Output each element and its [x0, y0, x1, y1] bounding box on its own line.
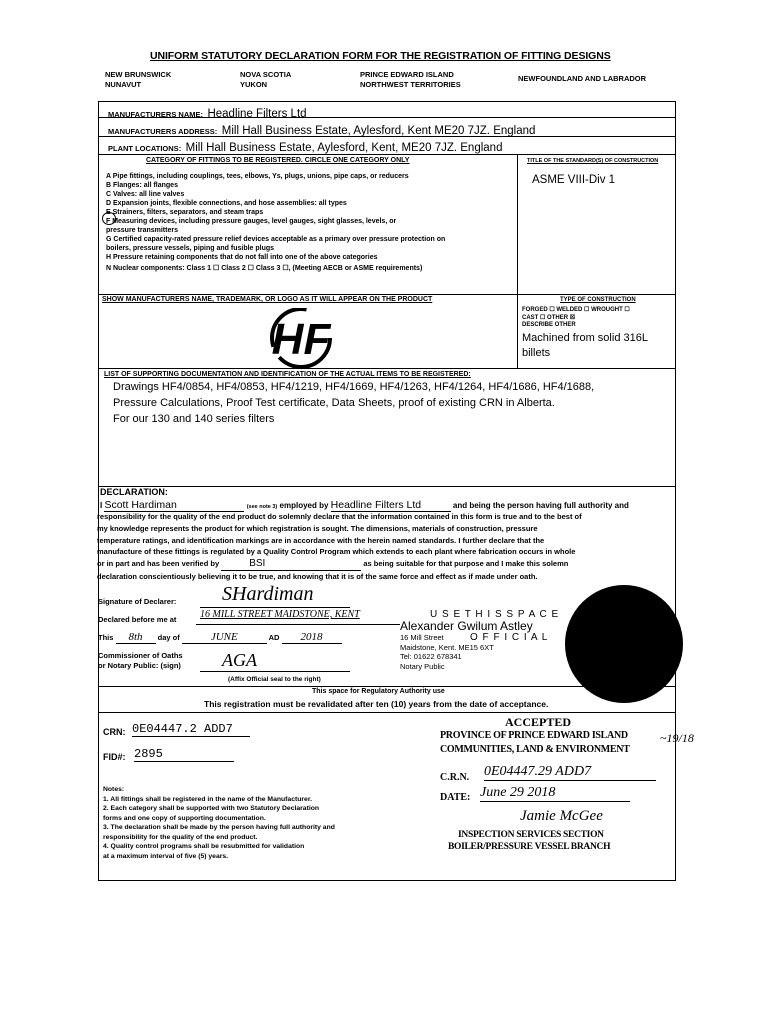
- documentation-line: For our 130 and 140 series filters: [113, 413, 275, 425]
- category-list: [106, 172, 445, 273]
- notary-address-line: Tel: 01622 678341: [400, 652, 462, 661]
- official: O F F I C I A L: [470, 632, 549, 643]
- category-item: H Pressure retaining components that do not fall into one of the above categories: [106, 254, 378, 261]
- stamp-department: COMMUNITIES, LAND & ENVIRONMENT: [440, 744, 630, 755]
- notary-address: [400, 633, 494, 671]
- province: YUKON: [240, 79, 268, 89]
- category-item: B Flanges: all flanges: [106, 182, 178, 189]
- construction-options: [522, 307, 630, 330]
- province-col-4: [518, 74, 646, 84]
- category-e-circle-mark: [102, 212, 116, 225]
- notary-address-line: Maidstone, Kent. ME15 6XT: [400, 642, 494, 652]
- declaration-text: manufacture of these fittings is regulated by a Quality Control Program which extends to each plant where fabrication occurs in whole: [97, 547, 576, 557]
- commissioner-signature: AGA: [222, 650, 257, 670]
- documentation-line: Drawings HF4/0854, HF4/0853, HF4/1219, HF4/1669, HF4/1263, HF4/1264, HF4/1686, HF4/1688,: [113, 381, 595, 393]
- stamp-crn-value: 0E04447.29 ADD7: [484, 764, 656, 781]
- notary-address-line: Notary Public: [400, 661, 445, 671]
- manufacturer-name-value: Headline Filters Ltd: [207, 108, 307, 120]
- month-value: JUNE: [182, 633, 267, 644]
- plant-location-value: Mill Hall Business Estate, Aylesford, Kent, ME20 7JZ. England: [185, 142, 503, 154]
- note-item: responsibility for the quality of the end product.: [103, 833, 258, 841]
- year-value: 2018: [282, 633, 342, 644]
- notary-name: Alexander Gwilum Astley: [400, 619, 533, 633]
- standard-value: ASME VIII-Div 1: [532, 174, 616, 186]
- category-heading: CATEGORY OF FITTINGS TO BE REGISTERED. CIRCLE ONE CATEGORY ONLY: [146, 157, 410, 164]
- standard-heading: TITLE OF THE STANDARD(S) OF CONSTRUCTION: [527, 158, 659, 164]
- manufacturer-name-row: [108, 104, 307, 122]
- construction-heading: TYPE OF CONSTRUCTION: [560, 297, 636, 303]
- employed-by-label: employed by: [279, 501, 329, 510]
- declaration-i: I: [100, 501, 103, 510]
- category-item: boilers, pressure vessels, piping and fusible plugs: [106, 245, 275, 252]
- province-col-3: [360, 70, 461, 89]
- province: NOVA SCOTIA: [240, 70, 292, 79]
- crn-label: CRN:: [103, 727, 126, 737]
- category-item: D Expansion joints, flexible connections, and hose assemblies: all types: [106, 200, 347, 207]
- note-item: at a maximum interval of five (5) years.: [103, 852, 229, 860]
- signature-label: Signature of Declarer:: [98, 597, 177, 606]
- stamp-signature: Jamie McGee: [520, 808, 603, 824]
- declaration-text: my knowledge represents the product for which registration is sought. The dimensions, materials of construction, pressure: [97, 523, 538, 533]
- logo-heading: SHOW MANUFACTURERS NAME, TRADEMARK, OR LOGO AS IT WILL APPEAR ON THE PRODUCT: [102, 296, 433, 303]
- affix-note: (Affix Official seal to the right): [228, 676, 321, 683]
- declaration-text: [97, 558, 582, 571]
- commissioner-label-line: or Notary Public: (sign): [98, 660, 181, 670]
- construction-row: FORGED ☐ WELDED ☐ WROUGHT ☐: [522, 307, 630, 313]
- category-item: A Pipe fittings, including couplings, tees, elbows, Ys, plugs, unions, pipe caps, or reducers: [106, 173, 409, 180]
- manufacturer-address-label: MANUFACTURERS ADDRESS:: [108, 127, 218, 136]
- verifier: BSI: [221, 558, 361, 571]
- stamp-branch: BOILER/PRESSURE VESSEL BRANCH: [448, 842, 611, 852]
- declarer-name: Scott Hardiman: [104, 499, 244, 512]
- documentation-heading: LIST OF SUPPORTING DOCUMENTATION AND IDENTIFICATION OF THE ACTUAL ITEMS TO BE REGISTERED:: [104, 371, 471, 378]
- stamp-accepted: ACCEPTED: [505, 715, 572, 729]
- province: NUNAVUT: [105, 79, 142, 89]
- use-this-space: U S E T H I S S P A C E: [430, 609, 560, 620]
- plant-location-label: PLANT LOCATIONS:: [108, 144, 182, 153]
- construction-value: [522, 331, 648, 361]
- declaration-text: declaration conscientiously believing it to be true, and knowing that it is of the same force and effect as if made under oath.: [97, 571, 538, 581]
- name-note: (see note 3): [246, 504, 278, 510]
- day-of-label: day of: [157, 633, 180, 642]
- province: PRINCE EDWARD ISLAND: [360, 70, 454, 79]
- category-item: G Certified capacity-rated pressure relief devices acceptable as a primary over pressure protection on: [106, 236, 446, 243]
- documentation-line: Pressure Calculations, Proof Test certificate, Data Sheets, proof of existing CRN in Alberta.: [113, 397, 555, 409]
- declaration-body: [97, 511, 582, 583]
- note-item: 3. The declaration shall be made by the person having full authority and: [103, 824, 335, 831]
- day-value: 8th: [116, 633, 156, 644]
- hf-logo: [268, 308, 334, 368]
- construction-row: CAST ☐ OTHER ☒: [522, 314, 576, 321]
- notary-address-line: 16 Mill Street: [400, 633, 444, 642]
- form-title: UNIFORM STATUTORY DECLARATION FORM FOR THE REGISTRATION OF FITTING DESIGNS: [150, 50, 611, 62]
- stamp-province: PROVINCE OF PRINCE EDWARD ISLAND: [440, 730, 628, 741]
- this-day-row: [98, 633, 342, 644]
- declarer-signature: SHardiman: [222, 583, 314, 605]
- construction-value-line: billets: [522, 347, 551, 359]
- province-col-1: [105, 70, 171, 89]
- employer: Headline Filters Ltd: [331, 499, 451, 512]
- crn-value: 0E04447.2 ADD7: [132, 722, 250, 737]
- regulatory-space-note: This space for Regulatory Authority use: [312, 688, 445, 695]
- province: NEW BRUNSWICK: [105, 70, 172, 79]
- manufacturer-name-label: MANUFACTURERS NAME:: [108, 110, 203, 119]
- construction-row: DESCRIBE OTHER: [522, 322, 576, 328]
- province: NEWFOUNDLAND AND LABRADOR: [518, 74, 647, 83]
- hf-logo-text: HF: [271, 315, 331, 364]
- declaration-heading: DECLARATION:: [100, 487, 168, 497]
- province-col-2: [240, 70, 291, 89]
- stamp-crn-label: C.R.N.: [440, 772, 470, 783]
- declaration-text: and being the person having full authority and: [452, 501, 629, 510]
- note-item: 4. Quality control programs shall be resubmitted for validation: [103, 843, 305, 850]
- notes: [103, 785, 335, 861]
- manufacturer-address-value: Mill Hall Business Estate, Aylesford, Kent ME20 7JZ. England: [221, 125, 536, 137]
- declared-place: 16 MILL STREET MAIDSTONE, KENT: [200, 609, 360, 620]
- revalidate-note: This registration must be revalidated after ten (10) years from the date of acceptance.: [204, 699, 549, 709]
- this-label: This: [98, 633, 114, 642]
- category-item: F Measuring devices, including pressure gauges, level gauges, sight glasses, levels, or: [106, 218, 397, 225]
- manufacturer-address-row: [108, 121, 535, 139]
- category-item-selected: E Strainers, filters, separators, and steam traps: [106, 209, 264, 216]
- stamp-date-value: June 29 2018: [480, 785, 630, 802]
- declaration-text: temperature ratings, and identification markings are in accordance with the herein named standards. I further declare that the: [97, 535, 545, 545]
- stamp-margin-note: ~19/18: [660, 731, 694, 745]
- construction-value-line: Machined from solid 316L: [522, 332, 648, 344]
- documentation-lines: [113, 379, 594, 427]
- category-item: N Nuclear components: Class 1 ☐ Class 2 ☐ Class 3 ☐, (Meeting AECB or ASME requirements): [106, 265, 423, 272]
- ad-label: AD: [268, 633, 280, 642]
- verified-by-label: or in part and has been verified by: [97, 559, 220, 569]
- declared-before-label: Declared before me at: [98, 615, 177, 624]
- declaration-text: as being suitable for that purpose and I make this solemn: [363, 559, 569, 569]
- commissioner-label: [98, 651, 183, 670]
- stamp-section: INSPECTION SERVICES SECTION: [458, 830, 604, 840]
- commissioner-label-line: Commissioner of Oaths: [98, 651, 183, 660]
- fid-label: FID#:: [103, 752, 126, 762]
- note-item: 2. Each category shall be supported with two Statutory Declaration: [103, 805, 320, 812]
- category-item: C Valves: all line valves: [106, 191, 185, 198]
- declaration-text: responsibility for the quality of the end product do solemnly declare that the information contained in this form is true and to the best of: [97, 512, 582, 521]
- stamp-date-label: DATE:: [440, 792, 471, 803]
- fid-value: 2895: [134, 747, 234, 762]
- province: NORTHWEST TERRITORIES: [360, 79, 461, 89]
- notes-heading: Notes:: [103, 786, 125, 793]
- note-item: forms and one copy of supporting documentation.: [103, 814, 266, 822]
- category-item: pressure transmitters: [106, 227, 178, 234]
- note-item: 1. All fittings shall be registered in the name of the Manufacturer.: [103, 795, 312, 803]
